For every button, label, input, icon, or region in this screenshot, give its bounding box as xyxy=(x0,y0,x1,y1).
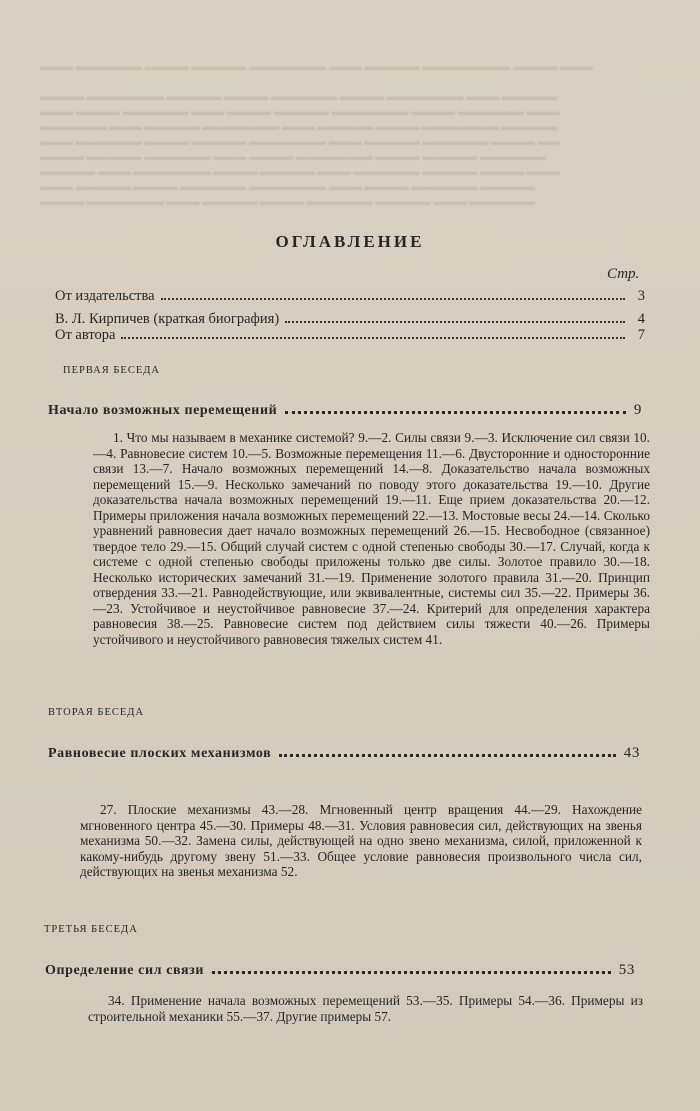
section-heading-first: ПЕРВАЯ БЕСЕДА xyxy=(63,365,160,376)
chapter-title: Определение сил связи xyxy=(45,963,205,978)
chapter-contents-third: 34. Применение начала возможных перемещений 53.—35. Примеры 54.—36. Примеры из строительной механики 55.—37. Другие примеры 57. xyxy=(88,993,643,1024)
leader-dots xyxy=(285,309,625,323)
chapter-page: 53 xyxy=(618,962,635,978)
toc-entry-page: 4 xyxy=(637,311,645,327)
leader-dots xyxy=(121,325,625,339)
leader-dots xyxy=(285,400,626,414)
bleed-through-texture: ▬▬▬ ▬▬▬▬▬▬ ▬▬▬▬ ▬▬▬▬▬ ▬▬▬▬▬▬▬ ▬▬▬ ▬▬▬▬▬ ▬▬▬▬▬▬▬▬ ▬▬▬▬ ▬▬▬ ▬▬▬▬ ▬▬▬▬▬▬▬ ▬▬▬▬▬ ▬▬▬▬ ▬▬▬▬▬▬ ▬▬▬▬ ▬▬▬▬▬▬▬ ▬▬▬ ▬▬▬▬▬ ▬▬▬ ▬▬▬▬ ▬▬▬▬▬▬ ▬▬▬ ▬▬▬▬ ▬▬▬▬▬ ▬▬▬▬▬▬▬ ▬▬▬▬ ▬▬▬▬▬▬ ▬▬▬ ▬▬▬▬▬▬ ▬▬▬ ▬▬▬▬▬ ▬▬▬▬▬▬▬ ▬▬▬ ▬▬▬▬▬ ▬▬▬▬ ▬▬▬▬▬▬▬ ▬▬▬▬▬ ▬▬▬ ▬▬▬▬▬▬ ▬▬▬▬ ▬▬▬▬▬ ▬▬▬▬▬▬▬ ▬▬▬ ▬▬▬▬▬ ▬▬▬▬▬▬ ▬▬▬▬ ▬▬ ▬▬▬▬ ▬▬▬▬▬ ▬▬▬▬▬▬ ▬▬▬ ▬▬▬▬ ▬▬▬▬▬▬▬ ▬▬▬▬ ▬▬▬▬▬ ▬▬▬▬▬▬ ▬▬▬▬▬ ▬▬▬ ▬▬▬▬▬▬▬ ▬▬▬▬ ▬▬▬▬▬ ▬▬▬ ▬▬▬▬▬▬ ▬▬▬▬▬ ▬▬▬▬ ▬▬▬ ▬▬▬ ▬▬▬▬▬ ▬▬▬▬ ▬▬▬▬▬▬ ▬▬▬▬▬▬▬ ▬▬▬ ▬▬▬▬ ▬▬▬▬▬▬ ▬▬▬▬▬ ▬▬▬▬ ▬▬▬▬▬▬▬ ▬▬▬ ▬▬▬▬▬ ▬▬▬▬ ▬▬▬▬▬▬ ▬▬▬▬▬ ▬▬▬ ▬▬▬▬▬▬ xyxy=(40,61,593,208)
toc-chapter-second[interactable] xyxy=(48,743,640,762)
toc-entry-label: В. Л. Кирпичев (краткая биография) xyxy=(55,311,280,327)
chapter-page: 43 xyxy=(623,745,640,761)
leader-dots xyxy=(161,286,625,300)
page-title: ОГЛАВЛЕНИЕ xyxy=(275,232,425,251)
chapter-contents-first: 1. Что мы называем в механике системой? 9.—2. Силы связи 9.—3. Исключение сил связи 10.—4. Равновесие систем 10.—5. Возможные перемещения 11.—6. Двусторонние и односторонние связи 13.—7. Начало возможных перемещений 14.—8. Доказательство начала возможных перемещений 15.—9. Несколько замечаний по поводу этого доказательства 19.—10. Другие доказательства начала возможных перемещений 19.—11. Еще прием доказательства 20.—12. Примеры приложения начала возможных перемещений 22.—13. Мостовые весы 24.—14. Сколько уравнений равновесия дает начало возможных перемещений 26.—15. Несвободное (связанное) твердое тело 29.—15. Общий случай систем с одной степенью свободы 30.—17. Случай, когда к системе с одной степенью свободы приложены только две силы. Золотое правило 30.—18. Несколько исторических замечаний 31.—19. Применение золотого правила 31.—20. Принцип отвердения 33.—21. Равнодействующие, или эквивалентные, системы сил 35.—22. Примеры 36.—23. Устойчивое и неустойчивое равновесие 37.—24. Критерий для определения характера равновесия 38.—25. Равновесие систем под действием силы тяжести 40.—26. Примеры устойчивого и неустойчивого равновесия тяжелых систем 41. xyxy=(93,430,650,647)
toc-entry-author[interactable] xyxy=(55,325,645,343)
chapter-title: Равновесие плоских механизмов xyxy=(48,746,272,761)
chapter-page: 9 xyxy=(633,402,642,418)
leader-dots xyxy=(212,960,611,974)
toc-entry-page: 7 xyxy=(637,327,645,343)
section-heading-second: ВТОРАЯ БЕСЕДА xyxy=(48,707,145,718)
toc-chapter-first[interactable] xyxy=(48,400,642,419)
chapter-contents-second: 27. Плоские механизмы 43.—28. Мгновенный центр вращения 44.—29. Нахождение мгновенного центра 45.—30. Примеры 48.—31. Условия равновесия сил, действующих на звенья механизма 50.—32. Замена силы, действующей на одно звено механизма, силой, приложенной к какому-нибудь другому звену 51.—33. Общее условие равновесия произвольного числа сил, действующих на звенья механизма 52. xyxy=(80,802,642,879)
toc-chapter-third[interactable] xyxy=(45,960,635,979)
section-heading-third: ТРЕТЬЯ БЕСЕДА xyxy=(44,924,138,935)
chapter-title: Начало возможных перемещений xyxy=(48,403,278,418)
toc-entry-page: 3 xyxy=(637,288,645,304)
toc-entry-publisher[interactable] xyxy=(55,286,645,304)
leader-dots xyxy=(279,743,615,757)
toc-entry-label: От издательства xyxy=(55,288,155,304)
toc-entry-label: От автора xyxy=(55,327,116,343)
page-column-label: Стр. xyxy=(607,266,640,282)
